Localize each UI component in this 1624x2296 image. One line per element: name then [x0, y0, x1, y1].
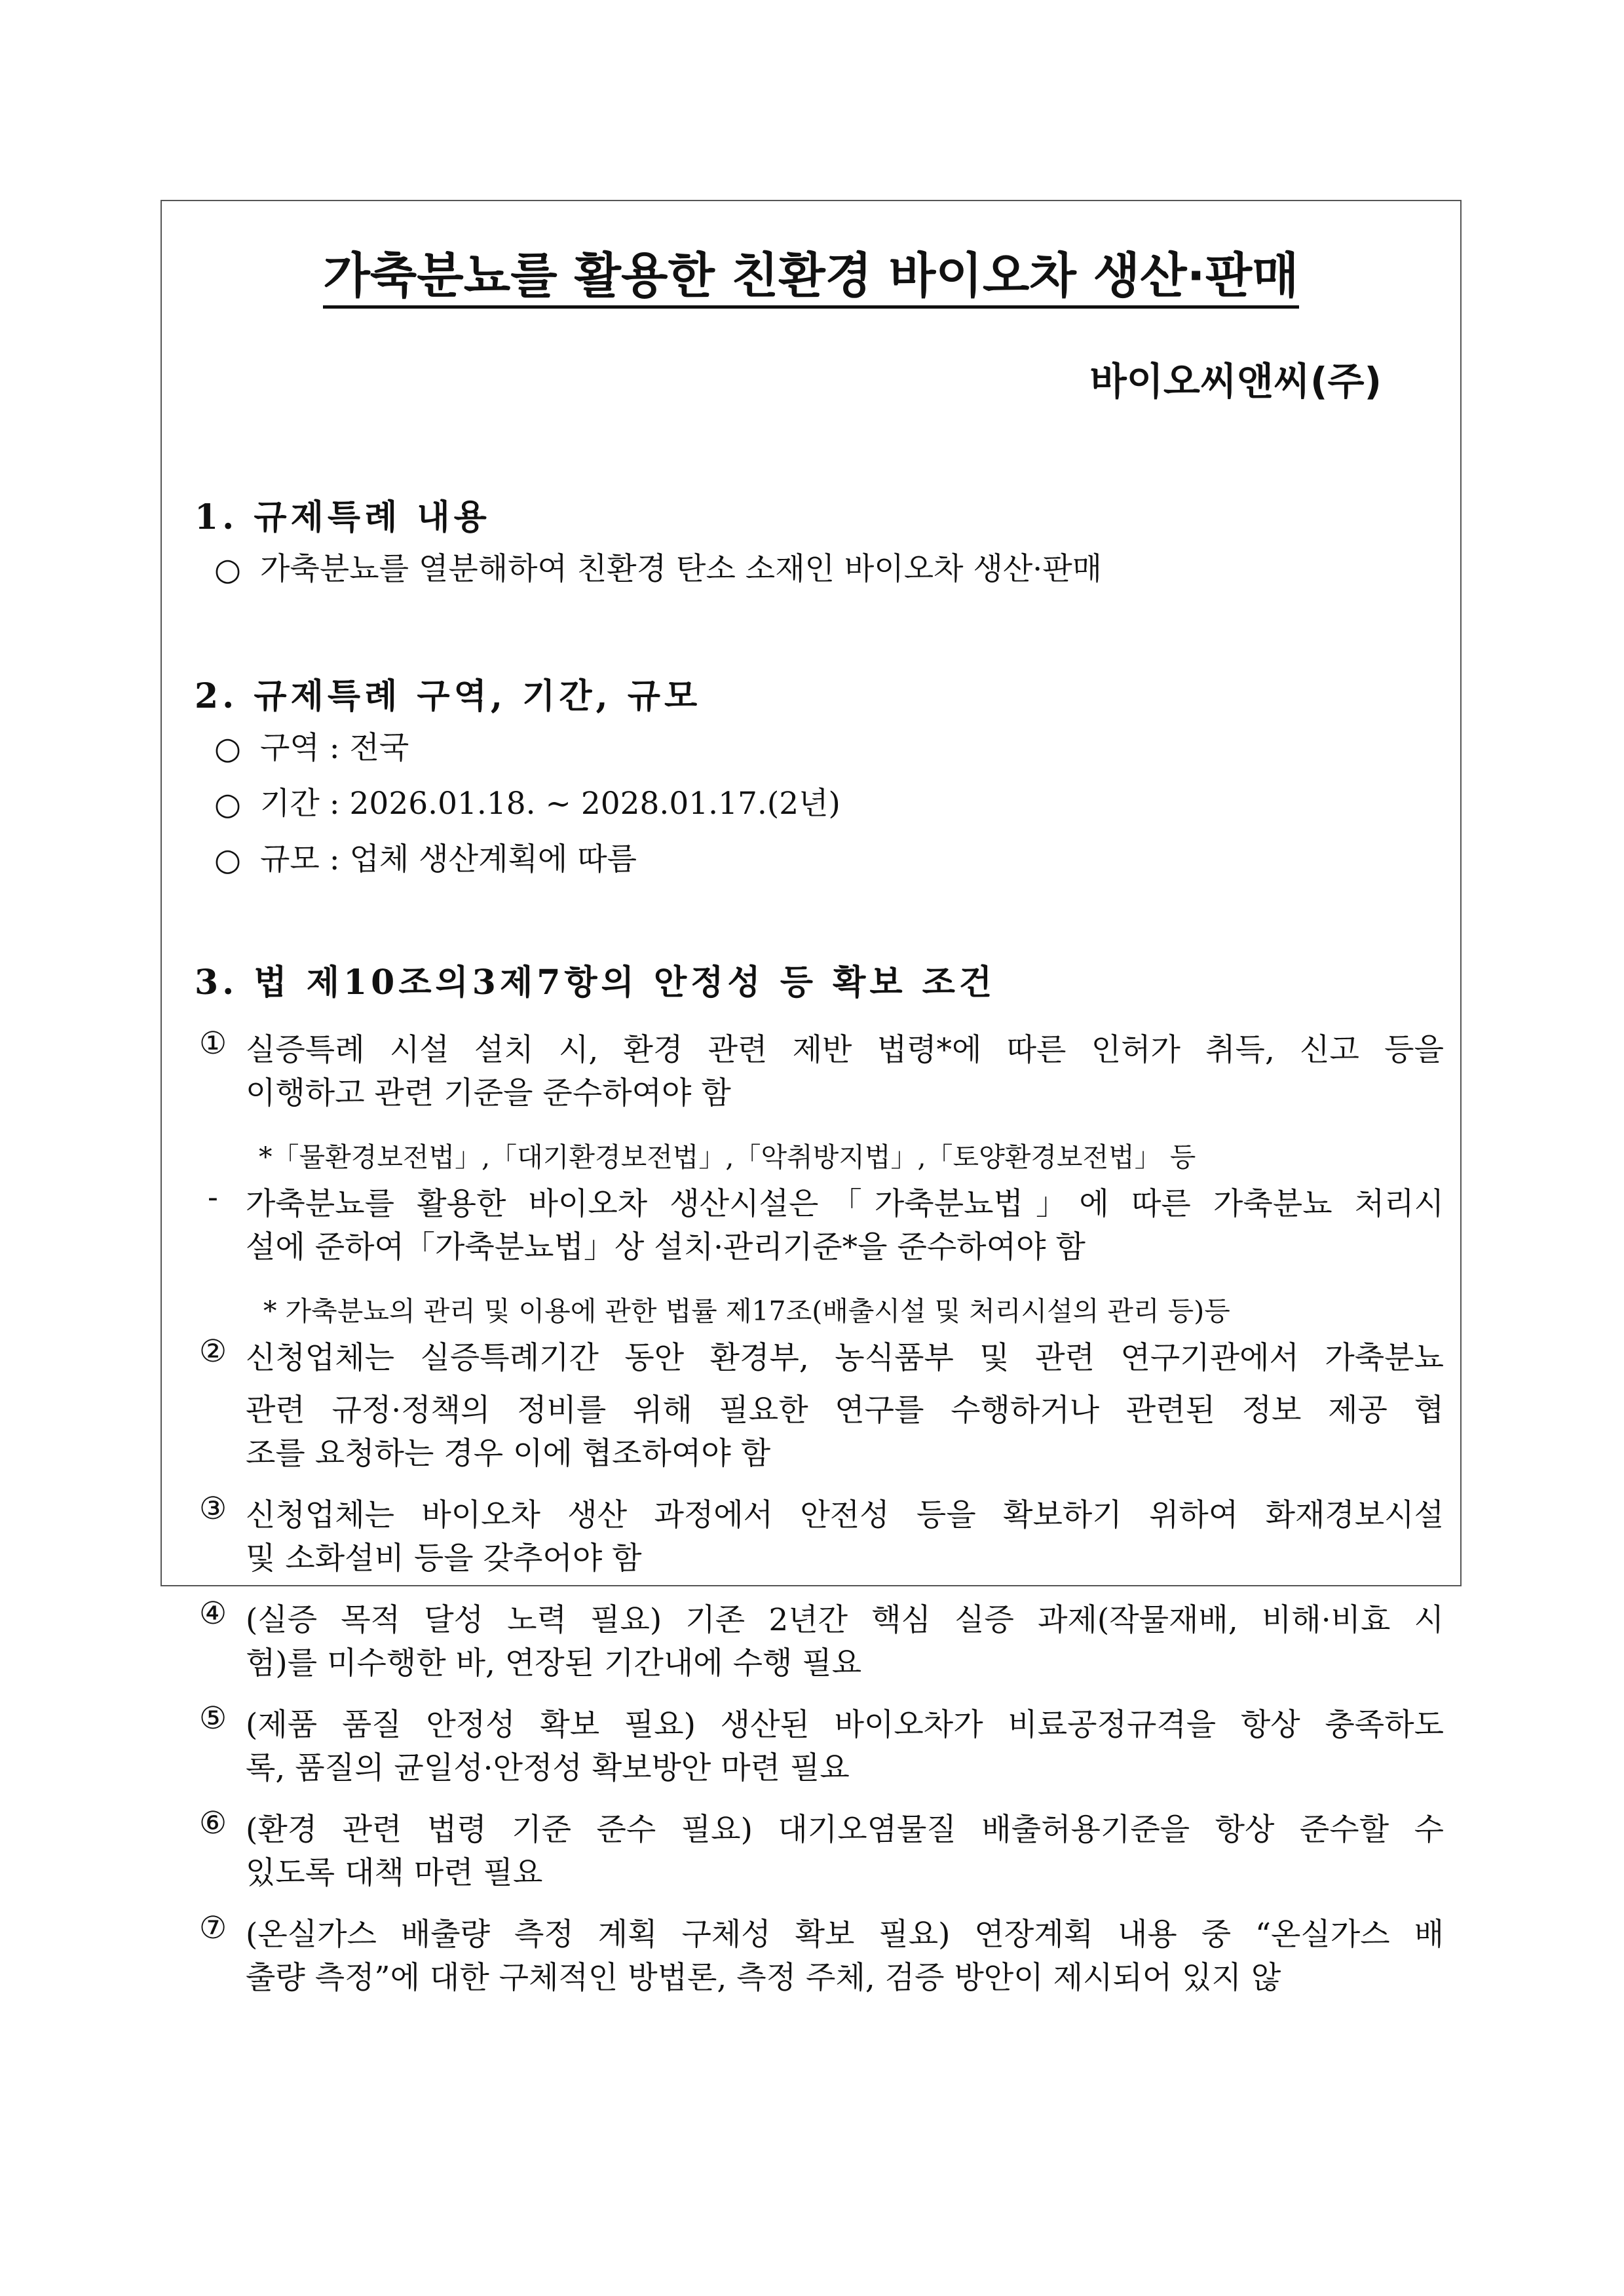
item-number: ④ — [199, 1596, 227, 1632]
item-4-line-1: (실증 목적 달성 노력 필요) 기존 2년간 핵심 실증 과제(작물재배, 비해·비효 시 — [246, 1602, 1444, 1638]
item-number: ② — [199, 1333, 227, 1369]
dash-item-footnote: * 가축분뇨의 관리 및 이용에 관한 법률 제17조(배출시설 및 처리시설의 관리 등)등 — [263, 1295, 1230, 1327]
item-7-line-1: (온실가스 배출량 측정 계획 구체성 확보 필요) 연장계획 내용 중 “온실가스 배 — [246, 1917, 1444, 1953]
item-1-line-2: 이행하고 관련 기준을 준수하여야 함 — [246, 1075, 731, 1111]
item-2-line-2: 관련 규정·정책의 정비를 위해 필요한 연구를 수행하거나 관련된 정보 제공 협 — [246, 1392, 1444, 1428]
section2-heading: 2. 규제특례 구역, 기간, 규모 — [195, 676, 702, 716]
section1-bullet-1: 가축분뇨를 열분해하여 친환경 탄소 소재인 바이오차 생산·판매 — [260, 551, 1103, 587]
bullet-circle: ○ — [214, 842, 242, 878]
item-6-line-1: (환경 관련 법령 기준 준수 필요) 대기오염물질 배출허용기준을 항상 준수할 수 — [246, 1812, 1444, 1848]
organization-name: 바이오씨앤씨(주) — [1089, 359, 1382, 404]
bullet-circle: ○ — [214, 731, 242, 767]
document-frame — [161, 200, 1462, 1996]
document-title-text: 가축분뇨를 활용한 친환경 바이오차 생산·판매 — [323, 248, 1298, 309]
item-number: ⑥ — [199, 1805, 227, 1841]
bullet-circle: ○ — [214, 786, 242, 822]
item-number: ⑤ — [199, 1700, 227, 1736]
item-1-line-1: 실증특례 시설 설치 시, 환경 관련 제반 법령*에 따른 인허가 취득, 신고 등을 — [246, 1032, 1444, 1068]
item-1-footnote: *「물환경보전법」,「대기환경보전법」,「악취방지법」,「토양환경보전법」 등 — [259, 1141, 1196, 1173]
item-4-line-2: 험)를 미수행한 바, 연장된 기간내에 수행 필요 — [246, 1645, 862, 1681]
item-5-line-1: (제품 품질 안정성 확보 필요) 생산된 바이오차가 비료공정규격을 항상 충족하도 — [246, 1707, 1444, 1743]
section1-heading: 1. 규제특례 내용 — [195, 497, 491, 537]
dash-marker: - — [208, 1179, 218, 1215]
item-5-line-2: 록, 품질의 균일성·안정성 확보방안 마련 필요 — [246, 1750, 850, 1786]
item-2-line-1: 신청업체는 실증특례기간 동안 환경부, 농식품부 및 관련 연구기관에서 가축분뇨 — [246, 1340, 1444, 1376]
dash-item-line-1: 가축분뇨를 활용한 바이오차 생산시설은「가축분뇨법」에 따른 가축분뇨 처리시 — [246, 1186, 1444, 1222]
item-number: ③ — [199, 1491, 227, 1527]
item-number: ⑦ — [199, 1910, 227, 1946]
section2-bullet-3: 규모 : 업체 생산계획에 따름 — [260, 841, 637, 877]
section2-bullet-1: 구역 : 전국 — [260, 730, 409, 766]
item-6-line-2: 있도록 대책 마련 필요 — [246, 1855, 543, 1891]
document-title — [162, 247, 1460, 305]
item-7-line-2: 출량 측정”에 대한 구체적인 방법론, 측정 주체, 검증 방안이 제시되어 있지 않 — [246, 1960, 1281, 1996]
section2-bullet-2: 기간 : 2026.01.18. ~ 2028.01.17.(2년) — [260, 786, 840, 822]
item-2-line-3: 조를 요청하는 경우 이에 협조하여야 함 — [246, 1436, 771, 1472]
item-3-line-1: 신청업체는 바이오차 생산 과정에서 안전성 등을 확보하기 위하여 화재경보시설 — [246, 1497, 1444, 1533]
bullet-circle: ○ — [214, 552, 242, 588]
item-number: ① — [199, 1025, 227, 1062]
item-3-line-2: 및 소화설비 등을 갖추어야 함 — [246, 1540, 642, 1577]
section3-heading: 3. 법 제10조의3제7항의 안정성 등 확보 조건 — [195, 963, 996, 1003]
dash-item-line-2: 설에 준하여「가축분뇨법」상 설치·관리기준*을 준수하여야 함 — [246, 1229, 1086, 1265]
